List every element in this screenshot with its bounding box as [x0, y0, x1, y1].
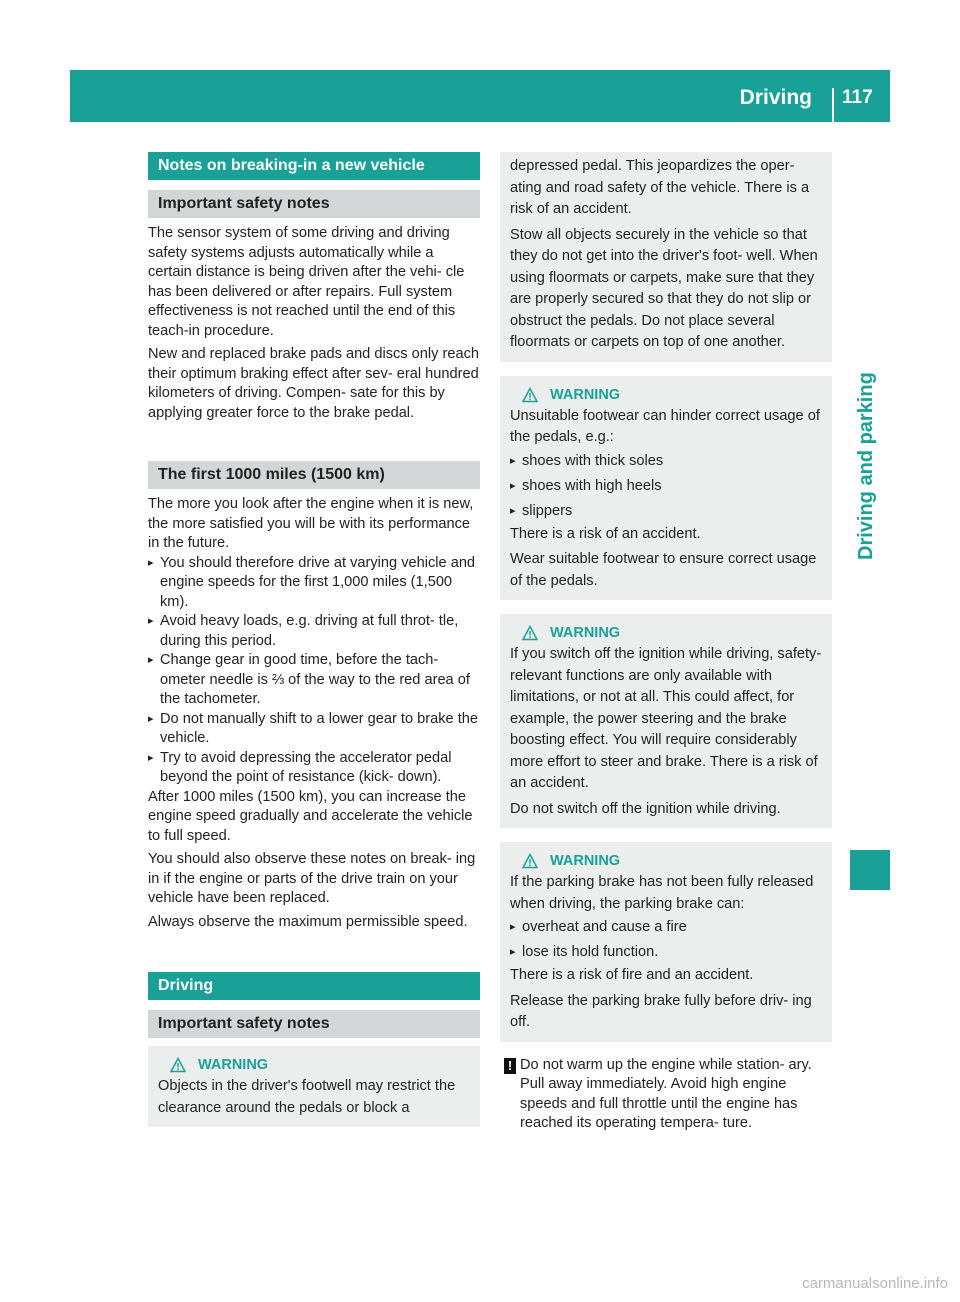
warning-text: Do not switch off the ignition while driving.: [510, 800, 781, 817]
warning-triangle-icon: [522, 625, 538, 641]
warning-box-footwear: [500, 376, 832, 601]
paragraph: Always observe the maximum permissible speed.: [148, 913, 468, 930]
list-item: ▸ Do not manually shift to a lower gear to brake the vehicle.: [148, 710, 480, 749]
paragraph: The sensor system of some driving and driving safety systems adjusts automatically while a certain distance is being driven after the vehi- cle has been delivered or after repairs. Full system effectiveness is not reached until the end of this teach-in procedure.: [148, 225, 465, 339]
exclamation-icon: !: [504, 1058, 516, 1074]
parking-brake-list: [510, 915, 824, 965]
header-separator: [832, 88, 834, 122]
list-item: ▸ shoes with thick soles: [510, 449, 824, 474]
warning-text: There is a risk of an accident.: [510, 525, 701, 542]
left-column: [148, 152, 480, 1127]
header-bar: [70, 70, 890, 122]
list-item: ▸ Change gear in good time, before the tach- ometer needle is ⅔ of the way to the red area of the tachometer.: [148, 651, 480, 710]
section-title-driving: Driving: [148, 972, 480, 1000]
warning-heading: WARNING: [158, 1054, 472, 1076]
list-item: ▸ Avoid heavy loads, e.g. driving at full throt- tle, during this period.: [148, 612, 480, 651]
page-number: 117: [842, 87, 873, 108]
warning-triangle-icon: [170, 1057, 186, 1073]
chapter-title: Driving: [739, 86, 812, 109]
note-text: Do not warm up the engine while station- ary. Pull away immediately. Avoid high engine speeds and full throttle until the engine has reached its operating tempera- ture.: [520, 1056, 812, 1131]
footwear-list: [510, 449, 824, 524]
right-column: [500, 152, 832, 1134]
warning-box: [148, 1046, 480, 1127]
breaking-in-list: [148, 554, 480, 788]
subsection-title-first-1000-miles: The first 1000 miles (1500 km): [148, 461, 480, 489]
warning-text: There is a risk of fire and an accident.: [510, 967, 754, 983]
list-item: ▸ You should therefore drive at varying vehicle and engine speeds for the first 1,000 miles (1,500 km).: [148, 554, 480, 613]
warning-text: Wear suitable footwear to ensure correct usage of the pedals.: [510, 551, 817, 589]
subsection-title-safety-notes: Important safety notes: [148, 190, 480, 218]
warning-heading: WARNING: [510, 384, 824, 406]
paragraph: You should also observe these notes on break- ing in if the engine or parts of the drive train on your vehicle have been replaced.: [148, 851, 476, 906]
side-tab-marker: [850, 850, 890, 890]
warning-text: Release the parking brake fully before driv- ing off.: [510, 992, 812, 1030]
paragraph: The more you look after the engine when it is new, the more satisfied you will be with its performance in the future.: [148, 496, 474, 551]
warning-heading: WARNING: [510, 850, 824, 872]
list-item: ▸ overheat and cause a fire: [510, 915, 824, 940]
note-engine-warm-up: [500, 1056, 832, 1134]
list-item: ▸ lose its hold function.: [510, 940, 824, 965]
warning-triangle-icon: [522, 853, 538, 869]
warning-box-continued: [500, 152, 832, 362]
warning-heading: WARNING: [510, 622, 824, 644]
warning-text: If the parking brake has not been fully released when driving, the parking brake can:: [510, 874, 814, 912]
paragraph: New and replaced brake pads and discs only reach their optimum braking effect after sev- eral hundred kilometers of driving. Compen- sate for this by applying greater force to the brake pedal.: [148, 346, 479, 421]
section-title-breaking-in: Notes on breaking-in a new vehicle: [148, 152, 480, 180]
warning-text: Objects in the driver's footwell may restrict the clearance around the pedals or block a: [158, 1078, 456, 1116]
warning-text: depressed pedal. This jeopardizes the oper- ating and road safety of the vehicle. There is a risk of an accident.: [510, 158, 810, 217]
paragraph: After 1000 miles (1500 km), you can increase the engine speed gradually and accelerate the vehicle to full speed.: [148, 788, 473, 844]
warning-box-parking-brake: [500, 842, 832, 1042]
list-item: ▸ slippers: [510, 499, 824, 524]
watermark: carmanualsonline.info: [802, 1275, 948, 1292]
warning-text: If you switch off the ignition while driving, safety-relevant functions are only available with limitations, or not at all. This could affect, for example, the power steering and the brake boosting effect. You will require considerably more effort to steer and brake. There is a risk of an accident.: [510, 646, 822, 791]
subsection-title-driving-safety: Important safety notes: [148, 1010, 480, 1038]
list-item: ▸ shoes with high heels: [510, 474, 824, 499]
warning-triangle-icon: [522, 387, 538, 403]
warning-box-ignition: [500, 614, 832, 828]
list-item: ▸ Try to avoid depressing the accelerator pedal beyond the point of resistance (kick- down).: [148, 749, 480, 788]
warning-text: Stow all objects securely in the vehicle so that they do not get into the driver's foot- well. When using floormats or carpets, make sure that they are properly secured so that they do not slip or obstruct the pedals. Do not place several floormats or carpets on top of one another.: [510, 226, 818, 350]
warning-text: Unsuitable footwear can hinder correct usage of the pedals, e.g.:: [510, 407, 820, 445]
